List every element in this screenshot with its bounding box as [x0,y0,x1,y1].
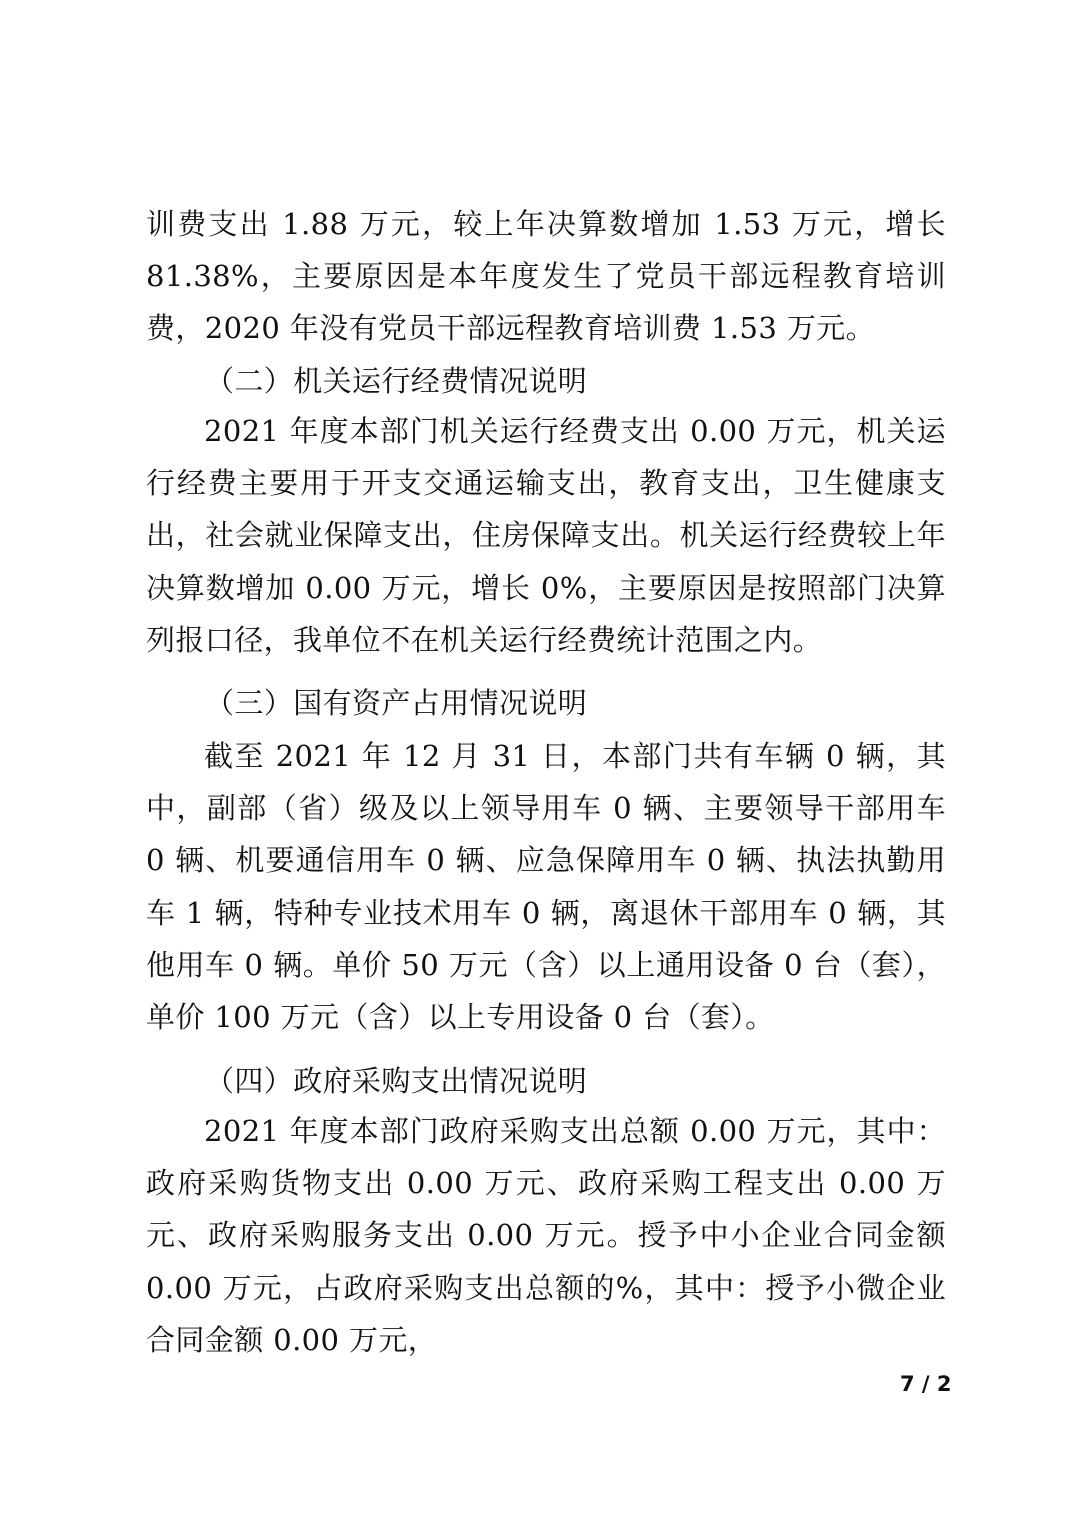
paragraph-continued: 训费支出 1.88 万元，较上年决算数增加 1.53 万元，增长 81.38%，主要原因是本年度发生了党员干部远程教育培训费，2020 年没有党员干部远程教育培训费 1.53 万元。 [146,207,946,346]
paragraph-state-assets: 截至 2021 年 12 月 31 日，本部门共有车辆 0 辆，其中，副部（省）级及以上领导用车 0 辆、主要领导干部用车 0 辆、机要通信用车 0 辆、应急保障用车 0 辆、执法执勤用车 1 辆，特种专业技术用车 0 辆，离退休干部用车 0 辆，其他用车 0 辆。单价 50 万元（含）以上通用设备 0 台（套），单价 100 万元（含）以上专用设备 0 台（套）。 [146,739,946,1035]
page-number: 7 / 2 [900,1372,952,1396]
section-heading-government-procurement: （四）政府采购支出情况说明 [205,1064,588,1098]
section-heading-operating-expenses: （二）机关运行经费情况说明 [205,364,588,398]
paragraph-operating-expenses: 2021 年度本部门机关运行经费支出 0.00 万元，机关运行经费主要用于开支交通运输支出，教育支出，卫生健康支出，社会就业保障支出，住房保障支出。机关运行经费较上年决算数增加 0.00 万元，增长 0%，主要原因是按照部门决算列报口径，我单位不在机关运行经费统计范围之内。 [146,414,946,657]
section-heading-state-assets: （三）国有资产占用情况说明 [205,686,588,720]
paragraph-government-procurement: 2021 年度本部门政府采购支出总额 0.00 万元，其中：政府采购货物支出 0.00 万元、政府采购工程支出 0.00 万元、政府采购服务支出 0.00 万元。授予中小企业合同金额 0.00 万元，占政府采购支出总额的%，其中：授予小微企业合同金额 0.00 万元， [146,1114,946,1357]
